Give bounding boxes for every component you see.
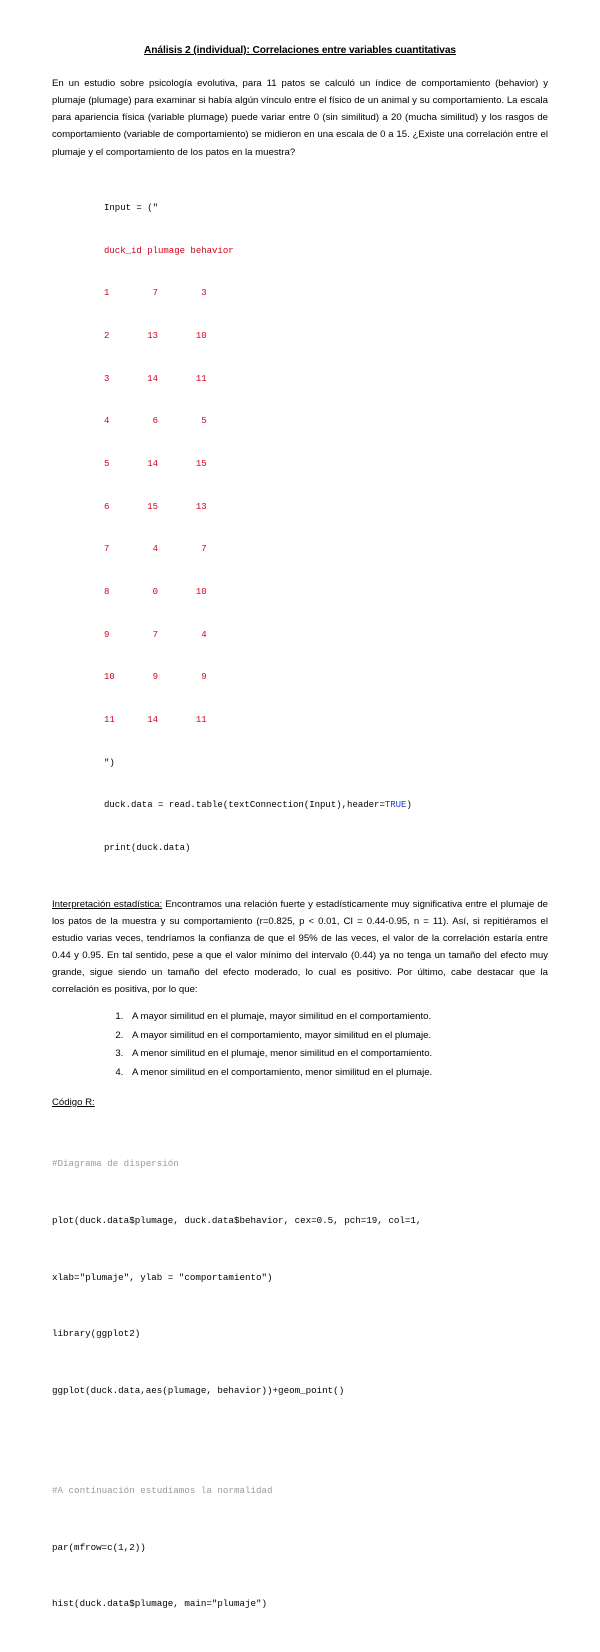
code-row: 6 15 13: [104, 501, 207, 512]
list-item: 1. A mayor similitud en el plumaje, mayor similitud en el comportamiento.: [126, 1008, 548, 1027]
readtable-true: TRUE: [384, 800, 407, 811]
r-code-spacer: [52, 1438, 548, 1444]
r-code-line: par(mfrow=c(1,2)): [52, 1541, 146, 1553]
code-row: 9 7 4: [104, 629, 207, 640]
input-code-block: [52, 173, 548, 884]
code-line-header: duck_id plumage behavior: [104, 245, 234, 256]
code-line-readtable: [104, 798, 548, 812]
code-row: 7 4 7: [104, 544, 207, 555]
page-title: Análisis 2 (individual): Correlaciones entre variables cuantitativas: [144, 45, 456, 56]
list-item: 2. A mayor similitud en el comportamiento, mayor similitud en el plumaje.: [126, 1027, 548, 1046]
r-code-line: ggplot(duck.data,aes(plumage, behavior))+geom_point(): [52, 1384, 345, 1396]
code-row: 11 14 11: [104, 714, 207, 725]
code-line-print: print(duck.data): [104, 842, 191, 853]
list-item: 4. A menor similitud en el comportamiento, menor similitud en el plumaje.: [126, 1064, 548, 1083]
code-row: 3 14 11: [104, 373, 207, 384]
list-item: 3. A menor similitud en el plumaje, menor similitud en el comportamiento.: [126, 1045, 548, 1064]
code-line-close: "): [104, 757, 115, 768]
r-code-line: xlab="plumaje", ylab = "comportamiento"): [52, 1271, 273, 1283]
readtable-prefix: duck.data = read.table(textConnection(Input),header=: [104, 800, 385, 811]
code-row: 2 13 10: [104, 330, 207, 341]
r-code-line: hist(duck.data$plumage, main="plumaje"): [52, 1598, 268, 1610]
code-row: 5 14 15: [104, 458, 207, 469]
r-code-block: [52, 1118, 548, 1652]
code-row: 4 6 5: [104, 416, 207, 427]
r-code-line: #A continuación estudiamos la normalidad: [52, 1485, 273, 1497]
code-row: 1 7 3: [104, 288, 207, 299]
code-row: 8 0 10: [104, 586, 207, 597]
options-list: [52, 1008, 548, 1083]
r-code-heading: Código R:: [52, 1096, 95, 1108]
intro-paragraph: En un estudio sobre psicología evolutiva, para 11 patos se calculó un índice de comportamiento (behavior) y plumaje (plumage) para examinar si había algún vínculo entre el físico de un animal y su comportamiento. La escala para apariencia física (variable plumage) puede variar entre 0 (sin similitud) a 20 (mucha similitud) y los rasgos de comportamiento (variable de comportamiento) se midieron en una escala de 0 a 15. ¿Existe una correlación entre el plumaje y el comportamiento de los patos en la muestra?: [52, 78, 548, 158]
interpretation-label: Interpretación estadística:: [52, 898, 163, 910]
code-row: 10 9 9: [104, 672, 207, 683]
interpretation-paragraph: [52, 896, 548, 998]
r-code-line: library(ggplot2): [52, 1328, 141, 1340]
readtable-suffix: ): [406, 800, 412, 811]
r-code-line: #Diagrama de dispersión: [52, 1158, 179, 1170]
code-line-open: Input = (": [104, 203, 159, 213]
r-code-line: plot(duck.data$plumage, duck.data$behavior, cex=0.5, pch=19, col=1,: [52, 1214, 422, 1226]
interpretation-text: Encontramos una relación fuerte y estadísticamente muy significativa entre el plumaje de los patos de la muestra y su comportamiento (r=0.825, p < 0.01, CI = 0.44-0.95, n = 11). Así, si repitiéramos el estudio varias veces, tendríamos la confianza de que el 95% de las veces, el valor de la correlación estaría entre 0.44 y 0.95. En tal sentido, pese a que el valor mínimo del intervalo (0.44) ya no tenga un tamaño del efecto muy grande, sigue siendo un tamaño del efecto moderado, lo cual es positivo. Por último, cabe destacar que la correlación es positiva, por lo que:: [52, 898, 548, 995]
